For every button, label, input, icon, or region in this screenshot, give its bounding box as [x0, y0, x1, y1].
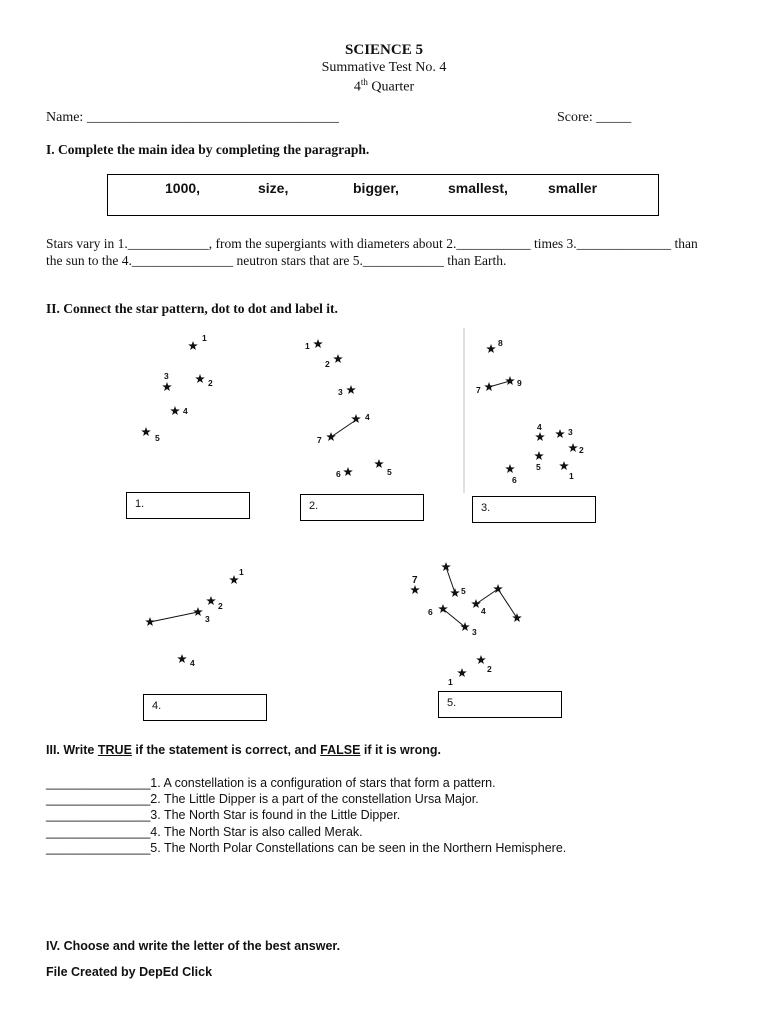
star-icon — [535, 432, 545, 441]
star-number: 3 — [338, 387, 343, 397]
section3-heading-suffix: if it is wrong. — [360, 743, 442, 757]
star-number: 7 — [317, 435, 322, 445]
tf-statement: _______________5. The North Polar Constellations can be seen in the Northern Hemisphere. — [46, 841, 567, 855]
star-icon — [534, 451, 544, 460]
word-bank-item: smallest, — [448, 180, 508, 196]
star-icon — [512, 613, 522, 622]
label-box-number: 2. — [309, 500, 319, 512]
star-number: 1 — [569, 471, 574, 481]
star-number: 6 — [336, 469, 341, 479]
star-icon — [343, 467, 353, 476]
star-icon — [162, 382, 172, 391]
star-number: 5 — [461, 586, 466, 596]
label-box-number: 3. — [481, 502, 491, 514]
star-icon — [486, 344, 496, 353]
label-box-5[interactable] — [438, 691, 562, 718]
label-box-number: 4. — [152, 700, 162, 712]
star-icon — [313, 339, 323, 348]
star-icon — [484, 382, 494, 391]
star-pattern-1 — [141, 333, 213, 443]
true-word: TRUE — [97, 743, 132, 757]
star-number: 3 — [472, 627, 477, 637]
star-number: 2 — [325, 359, 330, 369]
paragraph-line-2: the sun to the 4._______________ neutron stars that are 5.____________ than Earth. — [46, 253, 507, 268]
star-icon — [145, 617, 155, 626]
star-icon — [505, 464, 515, 473]
star-number: 2 — [487, 664, 492, 674]
star-icon — [206, 596, 216, 605]
section3-heading-prefix: III. Write — [46, 743, 98, 757]
star-number: 4 — [183, 406, 188, 416]
star-pattern-5 — [410, 562, 522, 687]
star-number: 2 — [218, 601, 223, 611]
star-number: 1 — [239, 567, 244, 577]
star-number: 5 — [387, 467, 392, 477]
document-subtitle: Summative Test No. 4 — [321, 60, 447, 75]
star-icon — [476, 655, 486, 664]
score-label: Score: — [557, 110, 593, 125]
star-icon — [177, 654, 187, 663]
star-icon — [471, 599, 481, 608]
star-icon — [568, 443, 578, 452]
star-number: 4 — [365, 412, 370, 422]
word-bank-item: size, — [258, 180, 289, 196]
star-icon — [460, 622, 470, 631]
star-number: 3 — [164, 371, 169, 381]
star-icon — [326, 432, 336, 441]
star-number: 4 — [190, 658, 195, 668]
quarter-word: Quarter — [367, 79, 415, 95]
quarter-number: 4 — [353, 79, 361, 95]
star-icon — [374, 459, 384, 468]
star-number: 7 — [476, 385, 481, 395]
star-number: 1 — [305, 341, 310, 351]
star-icon — [229, 575, 239, 584]
star-icon — [141, 427, 151, 436]
tf-statement: _______________2. The Little Dipper is a part of the constellation Ursa Major. — [46, 792, 479, 806]
star-number: 3 — [205, 614, 210, 624]
section2-heading: II. Connect the star pattern, dot to dot and label it. — [46, 301, 338, 316]
paragraph-line-1: Stars vary in 1.____________, from the supergiants with diameters about 2.___________ times 3.______________ than — [46, 236, 698, 251]
star-number: 2 — [208, 378, 213, 388]
star-number: 1 — [202, 333, 207, 343]
document-title: SCIENCE 5 — [345, 42, 423, 58]
footer-credit: File Created by DepEd Click — [46, 965, 213, 979]
star-icon — [170, 406, 180, 415]
star-number: 4 — [481, 606, 486, 616]
tf-statement: _______________3. The North Star is found in the Little Dipper. — [46, 808, 401, 822]
tf-statement: _______________1. A constellation is a configuration of stars that form a pattern. — [46, 776, 496, 790]
star-number: 8 — [498, 338, 503, 348]
star-icon — [555, 429, 565, 438]
word-bank-item: smaller — [548, 180, 598, 196]
star-number: 1 — [448, 677, 453, 687]
star-number: 5 — [536, 462, 541, 472]
star-pattern-3 — [476, 338, 584, 485]
star-icon — [410, 585, 420, 594]
star-icon — [505, 376, 515, 385]
false-word: FALSE — [320, 743, 361, 757]
star-number: 6 — [512, 475, 517, 485]
star-icon — [559, 461, 569, 470]
star-icon — [450, 588, 460, 597]
star-icon — [333, 354, 343, 363]
star-number: 6 — [428, 607, 433, 617]
label-box-number: 5. — [447, 697, 457, 709]
star-icon — [346, 385, 356, 394]
star-number: 4 — [537, 422, 542, 432]
star-number: 9 — [517, 378, 522, 388]
name-blank: ____________________________________ — [86, 110, 339, 125]
quarter-superscript: th — [360, 77, 368, 87]
star-number: 2 — [579, 445, 584, 455]
section3-heading-mid: if the statement is correct, and — [131, 743, 321, 757]
name-label: Name: — [46, 110, 84, 125]
score-blank: _____ — [596, 110, 632, 125]
star-number: 5 — [155, 433, 160, 443]
star-pattern-2 — [305, 339, 392, 479]
section1-heading: I. Complete the main idea by completing the paragraph. — [46, 142, 370, 157]
star-number: 7 — [412, 575, 418, 586]
star-icon — [195, 374, 205, 383]
star-number: 3 — [568, 427, 573, 437]
word-bank-item: 1000, — [165, 180, 201, 196]
label-box-3[interactable] — [472, 496, 596, 523]
star-icon — [188, 341, 198, 350]
word-bank-item: bigger, — [353, 180, 399, 196]
star-icon — [441, 562, 451, 571]
star-icon — [193, 607, 203, 616]
label-box-4[interactable] — [143, 694, 267, 721]
tf-statement: _______________4. The North Star is also called Merak. — [46, 825, 363, 839]
label-box-2[interactable] — [300, 494, 424, 521]
star-icon — [457, 668, 467, 677]
section4-heading: IV. Choose and write the letter of the best answer. — [46, 939, 341, 953]
label-box-1[interactable] — [126, 492, 250, 519]
star-pattern-4 — [145, 567, 244, 668]
label-box-number: 1. — [135, 498, 145, 510]
section3-heading — [46, 743, 441, 757]
star-icon — [351, 414, 361, 423]
